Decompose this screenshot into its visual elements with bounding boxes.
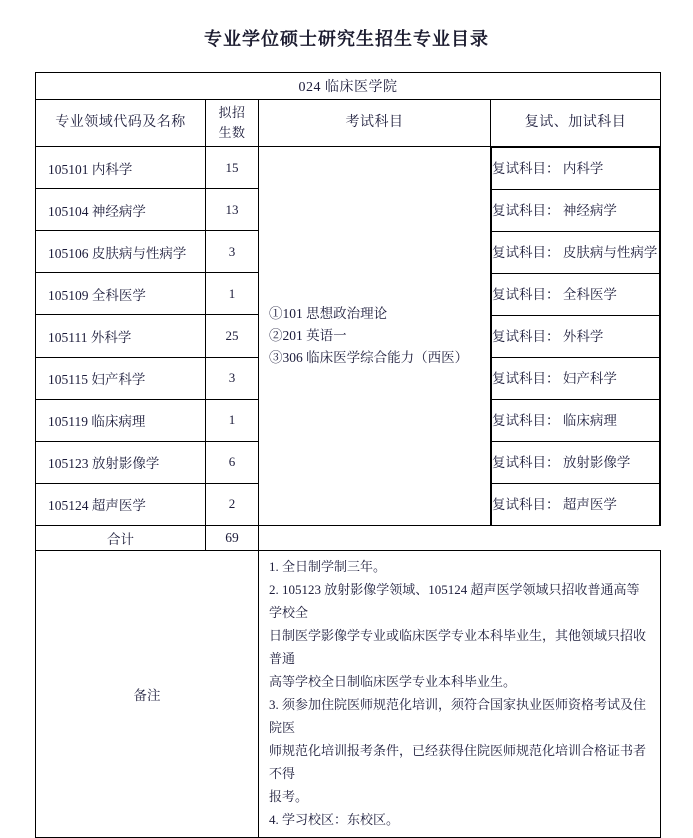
remark-line: 师规范化培训报考条件，已经获得住院医师规范化培训合格证书者不得 [269, 743, 647, 781]
remark-line: 4. 学习校区：东校区。 [269, 812, 400, 827]
retest-cell [492, 442, 660, 484]
major-name-cell: 105115 妇产科学 [36, 357, 206, 399]
retest-value: 妇产科学 [562, 371, 617, 386]
retest-row [492, 316, 660, 358]
retest-row [492, 358, 660, 400]
retest-cell [492, 484, 660, 526]
retest-label: 复试科目： [492, 287, 560, 302]
quota-cell: 15 [206, 147, 259, 189]
major-name-cell: 105106 皮肤病与性病学 [36, 231, 206, 273]
quota-cell: 2 [206, 483, 259, 525]
retest-row [492, 484, 660, 526]
table-total-row [36, 526, 661, 551]
retest-cell [492, 148, 660, 190]
retest-label: 复试科目： [492, 245, 560, 260]
table-header-row [36, 100, 661, 147]
retest-value: 全科医学 [562, 287, 617, 302]
exam-subject-line-1: ①101 思想政治理论 [269, 306, 388, 321]
header-retest-subjects: 复试、加试科目 [491, 100, 661, 147]
table-remarks-row [36, 551, 661, 838]
major-name-cell: 105111 外科学 [36, 315, 206, 357]
retest-row [492, 442, 660, 484]
header-major: 专业领域代码及名称 [36, 100, 206, 147]
retest-cell [492, 232, 660, 274]
quota-cell: 1 [206, 399, 259, 441]
exam-subjects-cell [259, 147, 491, 526]
retest-value: 皮肤病与性病学 [562, 245, 658, 260]
major-name-cell: 105123 放射影像学 [36, 441, 206, 483]
quota-cell: 25 [206, 315, 259, 357]
retest-label: 复试科目： [492, 371, 560, 386]
retest-row [492, 190, 660, 232]
exam-subject-line-2: ②201 英语一 [269, 328, 347, 343]
retest-row [492, 232, 660, 274]
header-quota-line1: 拟招 [218, 105, 246, 120]
major-name-cell: 105119 临床病理 [36, 399, 206, 441]
remark-line: 报考。 [269, 789, 309, 804]
retest-row [492, 400, 660, 442]
header-exam-subjects: 考试科目 [259, 100, 491, 147]
retest-cell [492, 400, 660, 442]
retest-cell [492, 274, 660, 316]
remark-line: 1. 全日制学制三年。 [269, 559, 387, 574]
total-label-cell: 合计 [36, 526, 206, 551]
major-name-cell: 105124 超声医学 [36, 483, 206, 525]
quota-cell: 13 [206, 189, 259, 231]
retest-row [492, 274, 660, 316]
retest-inner-table [491, 147, 660, 525]
quota-cell: 1 [206, 273, 259, 315]
unit-title-cell: 024 临床医学院 [36, 73, 661, 100]
retest-label: 复试科目： [492, 455, 560, 470]
major-name-cell: 105101 内科学 [36, 147, 206, 189]
remark-line: 3. 须参加住院医师规范化培训，须符合国家执业医师资格考试及住院医 [269, 697, 647, 735]
retest-value: 外科学 [562, 329, 604, 344]
retest-value: 放射影像学 [562, 455, 631, 470]
catalog-table-container [35, 72, 660, 838]
remark-line: 日制医学影像学专业或临床医学专业本科毕业生，其他领域只招收普通 [269, 628, 647, 666]
retest-value: 超声医学 [562, 497, 617, 512]
page-title: 专业学位硕士研究生招生专业目录 [204, 29, 489, 49]
quota-cell: 3 [206, 231, 259, 273]
retest-value: 神经病学 [562, 203, 617, 218]
retest-label: 复试科目： [492, 161, 560, 176]
retest-cell [492, 190, 660, 232]
total-value-cell: 69 [206, 526, 259, 551]
admissions-catalog-table [35, 72, 661, 838]
retest-subjects-column [491, 147, 661, 526]
remark-line: 高等学校全日制临床医学专业本科毕业生。 [269, 674, 517, 689]
remark-line: 2. 105123 放射影像学领域、105124 超声医学领域只招收普通高等学校全 [269, 582, 640, 620]
retest-cell [492, 358, 660, 400]
major-name-cell: 105104 神经病学 [36, 189, 206, 231]
remarks-body-cell [259, 551, 661, 838]
retest-label: 复试科目： [492, 329, 560, 344]
quota-cell: 6 [206, 441, 259, 483]
retest-label: 复试科目： [492, 203, 560, 218]
exam-subject-line-3: ③306 临床医学综合能力（西医） [269, 350, 469, 365]
retest-value: 内科学 [562, 161, 604, 176]
table-row [36, 147, 661, 189]
remarks-label-cell: 备注 [36, 551, 259, 838]
retest-cell [492, 316, 660, 358]
retest-label: 复试科目： [492, 413, 560, 428]
major-name-cell: 105109 全科医学 [36, 273, 206, 315]
retest-value: 临床病理 [562, 413, 617, 428]
retest-row [492, 148, 660, 190]
table-unit-row [36, 73, 661, 100]
quota-cell: 3 [206, 357, 259, 399]
header-quota-line2: 生数 [218, 125, 246, 140]
retest-label: 复试科目： [492, 497, 560, 512]
header-quota [206, 100, 259, 147]
